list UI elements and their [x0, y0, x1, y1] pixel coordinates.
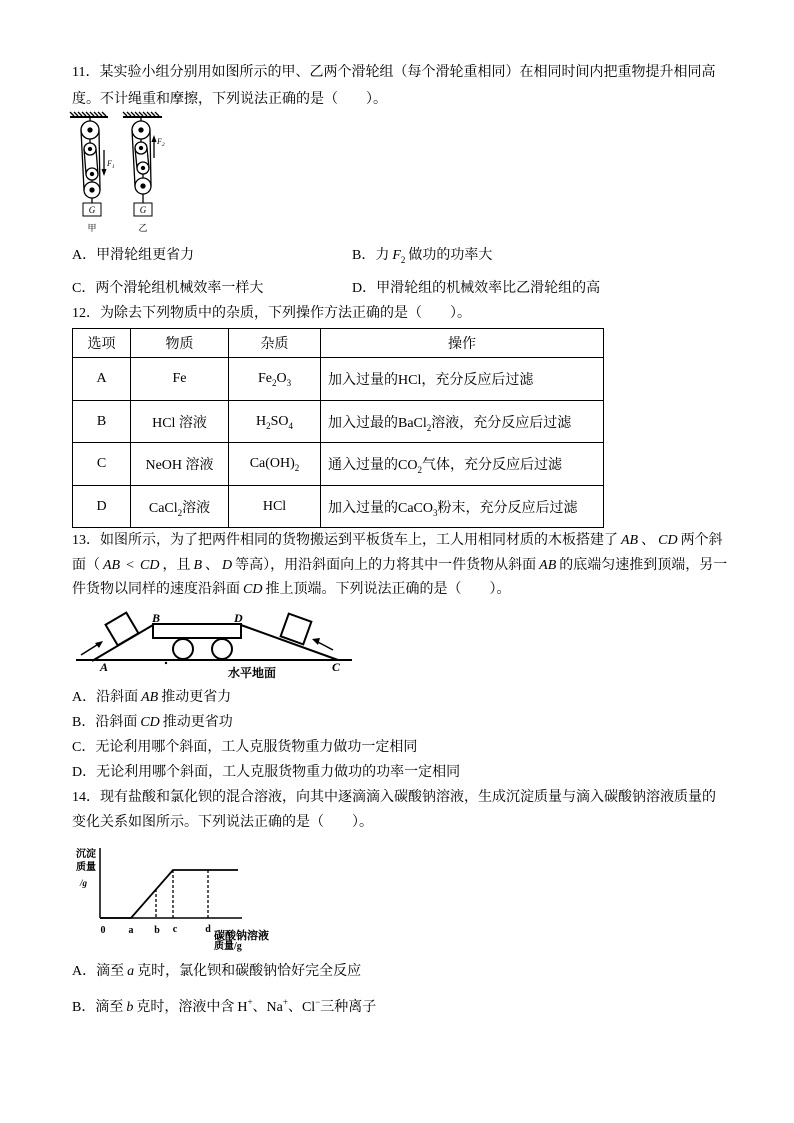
force-f1-letter: F: [107, 159, 112, 168]
q13-option-d-text: D．无论利用哪个斜面，工人克服货物重力做功的功率一定相同: [72, 765, 461, 780]
q13-stem-text: 两个斜: [680, 533, 723, 548]
ion-symbol: Cl: [301, 1000, 316, 1015]
formula-part: HCl: [262, 498, 287, 514]
q14-stem-line-2: [72, 814, 373, 832]
q12-stem: [72, 305, 471, 323]
cell-substance: [131, 443, 229, 486]
incline-drawing: [76, 613, 352, 661]
ion-symbol: H: [237, 1000, 248, 1015]
q12-table: [72, 328, 604, 528]
x-axis-unit: 质量/g: [214, 941, 242, 952]
q14-stem-line-1: [72, 789, 716, 807]
push-arrow-ab-head: [95, 641, 103, 648]
cell-impurity: [229, 443, 321, 486]
q11-option-d-text: D．甲滑轮组的机械效率比乙滑轮组的高: [352, 281, 601, 296]
force-f2-letter: F: [157, 137, 162, 146]
q11-option-a-text: A．甲滑轮组更省力: [72, 248, 195, 263]
q11-stem-line-2: [72, 91, 387, 109]
formula-subscript: 2: [417, 465, 422, 475]
substance-text: HCl 溶液: [152, 415, 207, 431]
operation-text: 气体，充分反应后过滤: [421, 458, 562, 473]
q14-option-b: [72, 999, 376, 1017]
less-than-sign: <: [126, 558, 135, 573]
q14-stem-text-1: 现有盐酸和氯化钡的混合溶液，向其中逐滴滴入碳酸钠溶液，生成沉淀质量与滴入碳酸钠溶液质量的: [100, 790, 716, 805]
q13-stem-text: 如图所示，为了把两件相同的货物搬运到平板货车上，工人用相同材质的木板搭建了: [100, 533, 618, 548]
force-label-f1: [106, 159, 115, 170]
segment-variable: AB: [103, 558, 121, 573]
formula-subscript: 4: [288, 420, 294, 431]
table-row: [73, 486, 604, 528]
header-operation: 操作: [321, 329, 604, 358]
point-b-label: B: [152, 611, 161, 625]
q14-option-b-text: B．滴至: [72, 1000, 124, 1015]
precipitate-curve: [100, 870, 238, 918]
q12-stem-text: 12．为除去下列物质中的杂质，下列操作方法正确的是（ ）。: [72, 306, 471, 321]
q13-option-d: [72, 764, 460, 782]
formula-subscript: 2: [266, 420, 271, 431]
segment-variable: AB: [141, 690, 159, 705]
point-a-label: A: [100, 660, 109, 674]
point-c-label: C: [332, 660, 341, 674]
q13-stem-line-3: [72, 581, 510, 599]
force-f1-subscript: 1: [111, 164, 115, 170]
formula-part: SO: [270, 413, 289, 429]
q13-stem-line-2: [72, 557, 727, 575]
tick-label: a: [128, 925, 134, 936]
ion-charge: +: [247, 997, 253, 1007]
cell-substance: [131, 401, 229, 443]
operation-text: 溶液，充分反应后过滤: [431, 415, 572, 431]
cell-option: B: [73, 401, 131, 443]
cell-option: D: [73, 486, 131, 528]
cell-operation: [321, 401, 604, 443]
ground-label: 水平地面: [228, 666, 277, 680]
q13-stem-text: 、: [205, 558, 220, 573]
q11-option-b: [352, 247, 492, 265]
formula-part: Fe: [257, 371, 272, 386]
segment-variable: CD: [658, 533, 678, 548]
separator: 、: [252, 1000, 267, 1015]
formula-subscript: 2: [426, 422, 432, 433]
substance-text: NeOH 溶液: [145, 458, 214, 473]
q13-stem-text: 的底端匀速推到顶端，另一: [559, 558, 728, 573]
point-variable: D: [222, 558, 233, 573]
segment-variable: AB: [621, 533, 639, 548]
pulley-figure: [66, 110, 176, 238]
table-header-row: [73, 329, 604, 358]
q14-option-b-text-end: 三种离子: [320, 1000, 377, 1015]
q13-option-c-text: C．无论利用哪个斜面，工人克服货物重力做功一定相同: [72, 740, 418, 755]
y-axis-label: 质量: [76, 862, 96, 873]
cell-operation: [321, 358, 604, 401]
q13-stem-text: 、: [641, 533, 656, 548]
q13-option-a-text-end: 推动更省力: [161, 690, 232, 705]
cell-impurity: [229, 358, 321, 401]
formula-subscript: 3: [433, 507, 438, 518]
push-arrow-cd-head: [312, 638, 320, 645]
label-yi: 乙: [138, 223, 148, 233]
ramp-cd: [241, 625, 338, 660]
operation-text: 加入过量的CaCO: [328, 500, 433, 516]
cargo-box-cd: [281, 614, 312, 645]
q14-number: 14．: [72, 790, 100, 805]
truck-platform: [153, 624, 241, 638]
pulley-system-yi: [123, 112, 162, 216]
substance-text: 溶液: [182, 500, 211, 516]
q11-option-c-text: C．两个滑轮组机械效率一样大: [72, 281, 264, 296]
formula-part: CaCl: [148, 500, 178, 516]
cell-impurity: [229, 401, 321, 443]
q14-option-a-text: A．滴至: [72, 964, 125, 979]
tick-label: b: [154, 925, 160, 936]
cell-option: A: [73, 358, 131, 401]
operation-text: 粉末，充分反应后过滤: [437, 500, 578, 516]
q13-number: 13．: [72, 533, 100, 548]
q13-stem-text: 面（: [72, 558, 100, 573]
q13-option-a: [72, 689, 231, 707]
cell-operation: [321, 443, 604, 486]
q14-option-a-text-end: 克时，氯化钡和碳酸钠恰好完全反应: [137, 964, 362, 979]
force-subscript: 2: [400, 255, 406, 265]
ion-symbol: Na: [266, 1000, 283, 1015]
force-label-f2: [156, 137, 165, 148]
table-row: [73, 401, 604, 443]
q11-stem-text-1: 某实验小组分别用如图所示的甲、乙两个滑轮组（每个滑轮重相同）在相同时间内把重物提升相同高: [99, 65, 716, 80]
point-d-label: D: [234, 611, 243, 625]
substance-text: Fe: [172, 371, 187, 386]
segment-variable: CD: [140, 715, 160, 730]
table-row: [73, 358, 604, 401]
tick-label: c: [172, 924, 178, 935]
y-axis-label: 沉淀: [76, 849, 96, 860]
q13-option-b-text-end: 推动更省功: [162, 715, 233, 730]
q14-option-b-text: 克时，溶液中含: [136, 1000, 235, 1015]
segment-variable: CD: [243, 582, 263, 597]
table-row: [73, 443, 604, 486]
operation-text: 加入过最的BaCl: [328, 415, 427, 431]
header-impurity: 杂质: [229, 329, 321, 358]
q11-stem-line-1: [72, 64, 715, 82]
cell-substance: [131, 358, 229, 401]
x-axis-label: 碳酸钠溶液: [214, 930, 269, 942]
operation-text: 通入过量的CO: [328, 458, 418, 473]
force-f2-subscript: 2: [161, 142, 165, 148]
weight-label-yi: G: [139, 205, 147, 215]
ground-dot: [165, 662, 167, 664]
y-axis-unit: /g: [80, 878, 88, 888]
q14-stem-text-2: 变化关系如图所示。下列说法正确的是（ ）。: [72, 815, 373, 830]
tick-label: d: [205, 924, 211, 935]
pulley-system-jia: [70, 112, 108, 216]
formula-part: Ca(OH): [249, 456, 295, 471]
formula-subscript: 2: [177, 507, 183, 518]
q13-option-b-text: B．沿斜面: [72, 715, 138, 730]
cell-option: C: [73, 443, 131, 486]
segment-variable: AB: [539, 558, 557, 573]
q13-option-a-text: A．沿斜面: [72, 690, 139, 705]
cargo-box-ab: [106, 613, 139, 646]
formula-subscript: 2: [294, 463, 300, 473]
point-variable: B: [193, 558, 203, 573]
ion-charge: −: [315, 997, 321, 1007]
q13-option-b: [72, 714, 233, 732]
header-option: 选项: [73, 329, 131, 358]
q13-option-c: [72, 739, 417, 757]
q11-option-b-text: B．力: [352, 248, 390, 263]
separator: 、: [287, 1000, 302, 1015]
formula-subscript: 2: [271, 378, 277, 388]
precipitate-graph: [70, 840, 285, 952]
q11-option-c: [72, 280, 263, 298]
q14-option-a: [72, 963, 361, 981]
q11-stem-text-2: 度。不计绳重和摩擦，下列说法正确的是（ ）。: [72, 92, 387, 107]
truck-wheel: [212, 639, 232, 659]
ion-charge: +: [282, 997, 288, 1007]
q11-option-a: [72, 247, 194, 265]
q13-stem-text: 件货物以同样的速度沿斜面: [72, 582, 240, 597]
tick-label: 0: [100, 925, 106, 936]
formula-subscript: 3: [286, 378, 292, 388]
q11-option-b-text-end: 做功的功率大: [408, 248, 493, 263]
cell-operation: [321, 486, 604, 528]
cell-substance: [131, 486, 229, 528]
q13-stem-text: ，且: [162, 558, 191, 573]
q13-stem-line-1: [72, 532, 723, 550]
label-jia: 甲: [87, 223, 97, 233]
q13-stem-text: 等高），用沿斜面向上的力将其中一件货物从斜面: [235, 558, 537, 573]
header-substance: 物质: [131, 329, 229, 358]
formula-part: H: [255, 413, 267, 429]
mass-variable: a: [127, 964, 135, 979]
weight-label-jia: G: [88, 205, 96, 215]
q11-option-d: [352, 280, 600, 298]
incline-figure: [72, 605, 362, 683]
force-variable: F: [392, 248, 401, 263]
segment-variable: CD: [140, 558, 160, 573]
mass-variable: b: [126, 1000, 134, 1015]
q11-number: 11．: [72, 65, 100, 80]
truck-wheel: [173, 639, 193, 659]
operation-text: 加入过量的HCl，充分反应后过滤: [328, 373, 534, 388]
q13-stem-text: 推上顶端。下列说法正确的是（ ）。: [265, 582, 511, 597]
formula-part: O: [276, 371, 287, 386]
cell-impurity: [229, 486, 321, 528]
